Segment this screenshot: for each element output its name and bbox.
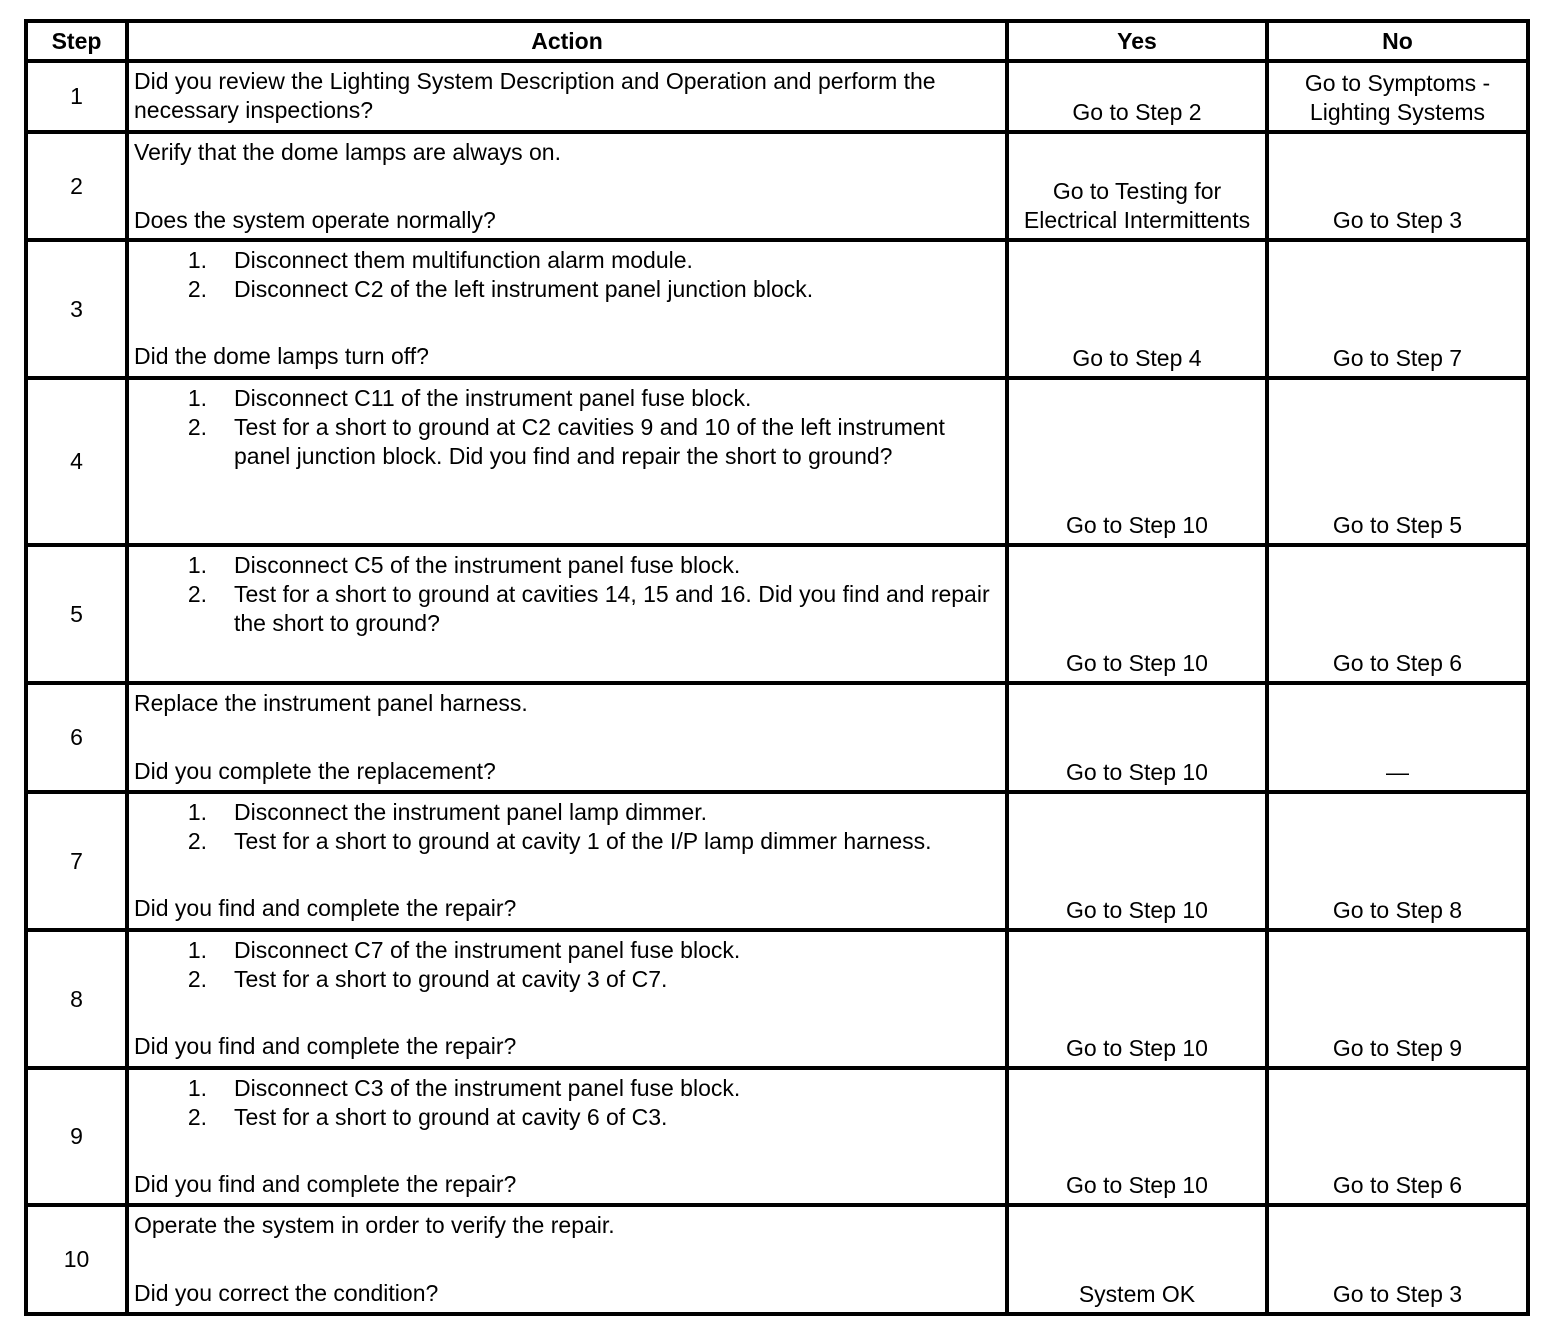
- substep: [134, 798, 1001, 827]
- table-row: [26, 132, 1528, 240]
- yes-result: Go to Step 10: [1007, 683, 1267, 792]
- no-result: —: [1267, 683, 1528, 792]
- action-question: Did you find and complete the repair?: [134, 1171, 517, 1197]
- substep-list: [134, 1074, 1001, 1132]
- substep: [134, 936, 1001, 965]
- step-number: 6: [26, 683, 127, 792]
- substep-number: 1.: [187, 385, 207, 411]
- yes-result: System OK: [1007, 1205, 1267, 1314]
- action-question: Did you complete the replacement?: [134, 758, 496, 784]
- header-action: Action: [127, 21, 1007, 61]
- substep-text: Disconnect them multifunction alarm module.: [234, 247, 693, 273]
- substep: [134, 827, 1001, 856]
- no-result: Go to Step 6: [1267, 1068, 1528, 1205]
- yes-result: Go to Step 2: [1007, 61, 1267, 132]
- action-cell: [127, 240, 1007, 378]
- substep-number: 2.: [187, 414, 207, 440]
- substep-number: 2.: [187, 581, 207, 607]
- header-row: [26, 21, 1528, 61]
- action-cell: [127, 61, 1007, 132]
- action-cell: [127, 545, 1007, 683]
- yes-result: Go to Step 10: [1007, 378, 1267, 545]
- no-result: Go to Step 3: [1267, 132, 1528, 240]
- substep: [134, 1074, 1001, 1103]
- yes-result: Go to Step 10: [1007, 545, 1267, 683]
- substep-text: Test for a short to ground at C2 cavities 9 and 10 of the left instrument panel junction block. Did you find and repair the short to ground?: [234, 414, 945, 469]
- action-cell: [127, 792, 1007, 930]
- substep-text: Disconnect C3 of the instrument panel fuse block.: [234, 1075, 741, 1101]
- substep: [134, 275, 1001, 304]
- substep-number: 1.: [187, 1075, 207, 1101]
- table-row: [26, 683, 1528, 792]
- substep-number: 1.: [187, 552, 207, 578]
- substep: [134, 246, 1001, 275]
- substep-number: 1.: [187, 937, 207, 963]
- substep-text: Test for a short to ground at cavity 1 of the I/P lamp dimmer harness.: [234, 828, 932, 854]
- yes-result: Go to Step 4: [1007, 240, 1267, 378]
- no-result: Go to Symptoms - Lighting Systems: [1267, 61, 1528, 132]
- step-number: 1: [26, 61, 127, 132]
- yes-result: Go to Step 10: [1007, 1068, 1267, 1205]
- substep: [134, 580, 1001, 638]
- step-number: 5: [26, 545, 127, 683]
- substep-number: 2.: [187, 276, 207, 302]
- table-row: [26, 1068, 1528, 1205]
- substep-text: Disconnect the instrument panel lamp dimmer.: [234, 799, 707, 825]
- action-cell: [127, 1068, 1007, 1205]
- action-text: Verify that the dome lamps are always on.: [134, 139, 561, 165]
- table-row: [26, 545, 1528, 683]
- table-row: [26, 378, 1528, 545]
- step-number: 3: [26, 240, 127, 378]
- no-result: Go to Step 6: [1267, 545, 1528, 683]
- substep: [134, 965, 1001, 994]
- action-cell: [127, 930, 1007, 1068]
- no-result: Go to Step 9: [1267, 930, 1528, 1068]
- substep-text: Disconnect C5 of the instrument panel fuse block.: [234, 552, 741, 578]
- substep-text: Disconnect C7 of the instrument panel fuse block.: [234, 937, 741, 963]
- substep-number: 1.: [187, 247, 207, 273]
- action-question: Did you find and complete the repair?: [134, 895, 517, 921]
- no-result: Go to Step 8: [1267, 792, 1528, 930]
- action-text: Replace the instrument panel harness.: [134, 690, 528, 716]
- step-number: 2: [26, 132, 127, 240]
- substep: [134, 413, 1001, 471]
- no-result: Go to Step 7: [1267, 240, 1528, 378]
- step-number: 9: [26, 1068, 127, 1205]
- substep: [134, 1103, 1001, 1132]
- table-row: [26, 930, 1528, 1068]
- table-row: [26, 240, 1528, 378]
- action-question: Did you correct the condition?: [134, 1280, 439, 1306]
- substep-number: 2.: [187, 828, 207, 854]
- yes-result: Go to Step 10: [1007, 930, 1267, 1068]
- substep-list: [134, 384, 1001, 471]
- step-number: 4: [26, 378, 127, 545]
- yes-result: Go to Step 10: [1007, 792, 1267, 930]
- substep-number: 2.: [187, 966, 207, 992]
- action-cell: [127, 1205, 1007, 1314]
- substep-text: Disconnect C2 of the left instrument panel junction block.: [234, 276, 814, 302]
- substep-text: Test for a short to ground at cavities 14, 15 and 16. Did you find and repair the short to ground?: [234, 581, 990, 636]
- action-cell: [127, 378, 1007, 545]
- action-text: Operate the system in order to verify the repair.: [134, 1212, 615, 1238]
- action-question: Does the system operate normally?: [134, 207, 496, 233]
- table-row: [26, 61, 1528, 132]
- substep-text: Test for a short to ground at cavity 3 of C7.: [234, 966, 668, 992]
- substep: [134, 551, 1001, 580]
- yes-result: Go to Testing for Electrical Intermittents: [1007, 132, 1267, 240]
- action-cell: [127, 683, 1007, 792]
- step-number: 7: [26, 792, 127, 930]
- table-row: [26, 792, 1528, 930]
- action-question: Did you find and complete the repair?: [134, 1033, 517, 1059]
- diagnostic-table: [24, 19, 1530, 1316]
- action-cell: [127, 132, 1007, 240]
- substep-text: Disconnect C11 of the instrument panel fuse block.: [234, 385, 752, 411]
- substep-text: Test for a short to ground at cavity 6 of C3.: [234, 1104, 668, 1130]
- table-row: [26, 1205, 1528, 1314]
- step-number: 8: [26, 930, 127, 1068]
- substep-list: [134, 551, 1001, 638]
- no-result: Go to Step 5: [1267, 378, 1528, 545]
- substep-list: [134, 246, 1001, 304]
- substep-list: [134, 936, 1001, 994]
- no-result: Go to Step 3: [1267, 1205, 1528, 1314]
- header-yes: Yes: [1007, 21, 1267, 61]
- substep-number: 1.: [187, 799, 207, 825]
- step-number: 10: [26, 1205, 127, 1314]
- action-text: Did you review the Lighting System Description and Operation and perform the necessary inspections?: [134, 68, 936, 123]
- substep-list: [134, 798, 1001, 856]
- action-question: Did the dome lamps turn off?: [134, 343, 429, 369]
- substep-number: 2.: [187, 1104, 207, 1130]
- header-no: No: [1267, 21, 1528, 61]
- substep: [134, 384, 1001, 413]
- header-step: Step: [26, 21, 127, 61]
